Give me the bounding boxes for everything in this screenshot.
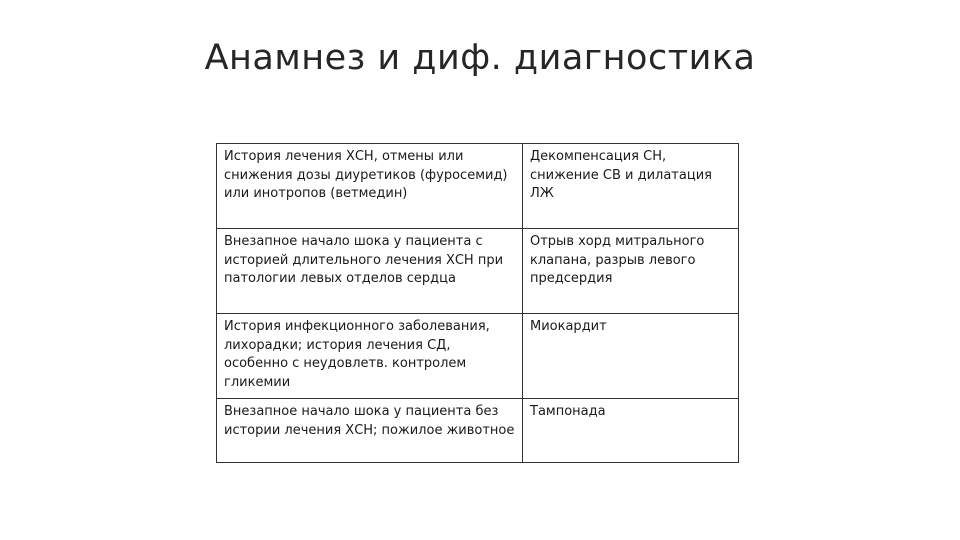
diff-diagnosis-table-container: [216, 143, 738, 463]
history-cell: Внезапное начало шока у пациента без истории лечения ХСН; пожилое животное: [217, 399, 523, 463]
table-row: [217, 314, 739, 399]
history-cell: Внезапное начало шока у пациента с историей длительного лечения ХСН при патологии левых отделов сердца: [217, 229, 523, 314]
table-row: [217, 399, 739, 463]
table-row: [217, 229, 739, 314]
slide-title: Анамнез и диф. диагностика: [204, 38, 756, 78]
history-cell: История инфекционного заболевания, лихорадки; история лечения СД, особенно с неудовлетв. контролем гликемии: [217, 314, 523, 399]
history-cell: История лечения ХСН, отмены или снижения дозы диуретиков (фуросемид) или инотропов (ветмедин): [217, 144, 523, 229]
diagnosis-cell: Тампонада: [523, 399, 739, 463]
diagnosis-cell: Декомпенсация СН, снижение СВ и дилатация ЛЖ: [523, 144, 739, 229]
diagnosis-cell: Отрыв хорд митрального клапана, разрыв левого предсердия: [523, 229, 739, 314]
diagnosis-cell: Миокардит: [523, 314, 739, 399]
table-row: [217, 144, 739, 229]
diff-diagnosis-table: [216, 143, 739, 463]
